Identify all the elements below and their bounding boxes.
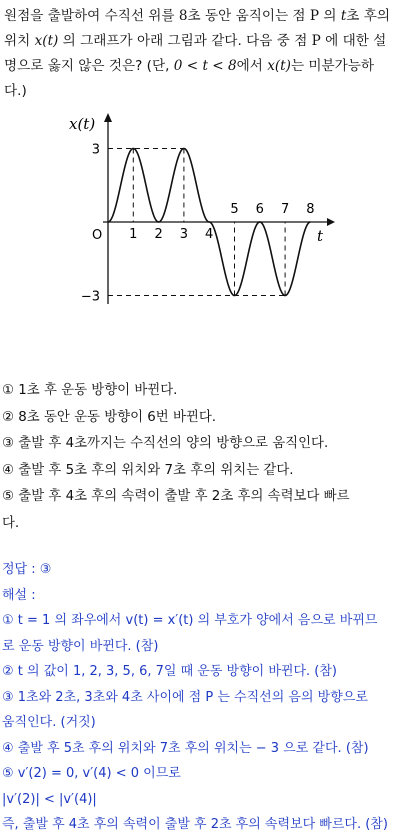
x-tick-label-above: 7 bbox=[280, 202, 290, 217]
option-line: ③ 출발 후 4초까지는 수직선의 양의 방향으로 움직인다. bbox=[2, 436, 329, 451]
x-tick-label: 3 bbox=[179, 227, 189, 242]
x-tick-label: 4 bbox=[205, 227, 214, 242]
position-graph bbox=[55, 108, 345, 308]
y-axis-arrow bbox=[104, 113, 112, 122]
x-axis-label: t bbox=[317, 227, 324, 245]
origin-label: O bbox=[92, 228, 103, 243]
options-list bbox=[2, 378, 398, 537]
option-line: ① 1초 후 운동 방향이 바뀐다. bbox=[2, 383, 178, 398]
answer-line: 즉, 출발 후 4초 후의 속력이 출발 후 2초 후의 속력보다 빠르다. (참) bbox=[2, 817, 388, 832]
answer-line: ② t 의 값이 1, 2, 3, 5, 6, 7일 때 운동 방향이 바뀐다. (참) bbox=[2, 664, 337, 679]
question-line-1: 원점을 출발하여 수직선 위를 8초 동안 움직이는 점 P 의 t초 후의 bbox=[4, 8, 390, 24]
option-line: 다. bbox=[2, 515, 20, 531]
y-axis-label: x(t) bbox=[69, 115, 96, 133]
answer-line: |v′(2)| < |v′(4)| bbox=[2, 791, 97, 807]
y-tick-label: −3 bbox=[80, 289, 100, 305]
x-tick-label: 2 bbox=[154, 227, 163, 242]
y-tick-label: 3 bbox=[91, 142, 100, 158]
x-tick-label-above: 5 bbox=[230, 202, 239, 217]
answer-line: ③ 1초와 2초, 3초와 4초 사이에 점 P 는 수직선의 음의 방향으로 bbox=[2, 689, 368, 705]
answer-line: 움직인다. (거짓) bbox=[2, 715, 96, 730]
question-text bbox=[4, 4, 396, 104]
option-line: ② 8초 동안 운동 방향이 6번 바뀐다. bbox=[2, 409, 217, 425]
answer-line: 해설 : bbox=[2, 587, 36, 603]
x-tick-label-above: 6 bbox=[255, 202, 264, 217]
x-axis-arrow bbox=[327, 218, 335, 226]
question-line-4: 다.) bbox=[4, 83, 27, 99]
x-tick-label: 1 bbox=[129, 227, 138, 242]
x-tick-label-above: 8 bbox=[306, 202, 315, 217]
answer-line: ① t = 1 의 좌우에서 v(t) = x′(t) 의 부호가 양에서 음으로 바뀌므 bbox=[2, 613, 378, 628]
option-line: ④ 출발 후 5초 후의 위치와 7초 후의 위치는 같다. bbox=[2, 462, 294, 478]
answer-line: 정답 : ③ bbox=[2, 562, 52, 577]
question-line-3: 명으로 옳지 않은 것은? (단, 0 < t < 8에서 x(t)는 미분가능하 bbox=[4, 58, 375, 74]
answer-explanation bbox=[2, 557, 398, 838]
answer-line: ④ 출발 후 5초 후의 위치와 7초 후의 위치는 − 3 으로 같다. (참) bbox=[2, 740, 369, 756]
answer-line: ⑤ v′(2) = 0, v′(4) < 0 이므로 bbox=[2, 766, 181, 781]
option-line: ⑤ 출발 후 4초 후의 속력이 출발 후 2초 후의 속력보다 빠르 bbox=[2, 489, 350, 504]
tick-labels bbox=[81, 143, 315, 305]
question-line-2: 위치 x(t) 의 그래프가 아래 그림과 같다. 다음 중 점 P 에 대한 설 bbox=[4, 33, 387, 49]
answer-line: 로 운동 방향이 바뀐다. (참) bbox=[2, 638, 159, 654]
